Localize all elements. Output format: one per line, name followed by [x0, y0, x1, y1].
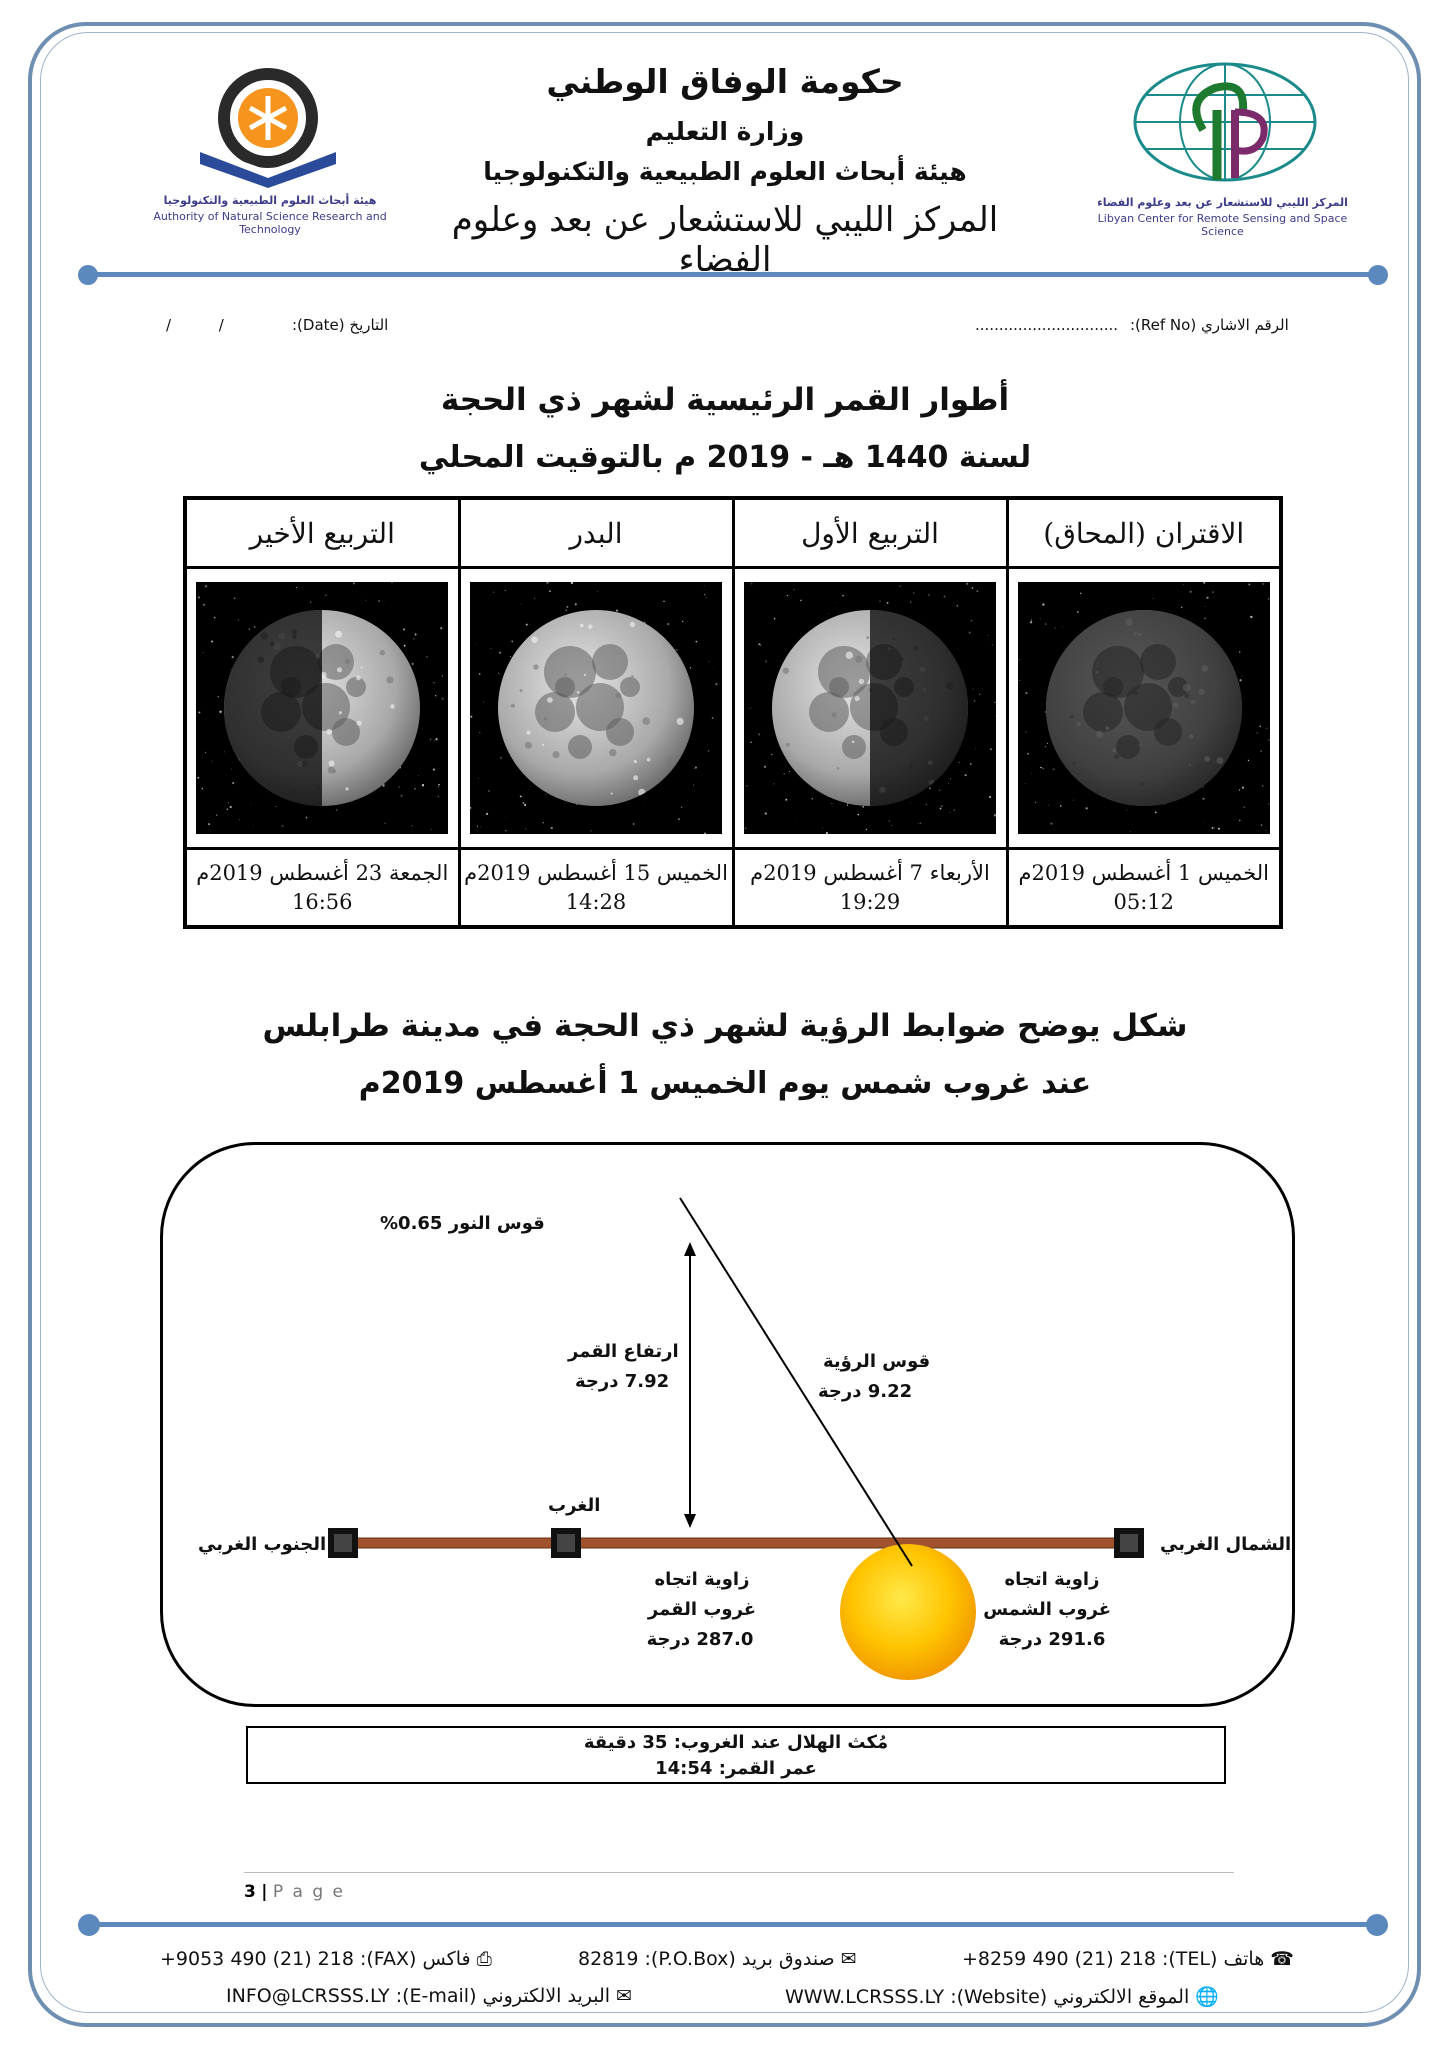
phase-time-first: 19:29	[839, 889, 901, 914]
ministry-title: وزارة التعليم	[645, 117, 805, 146]
phase-name-full: البدر	[459, 498, 733, 568]
southwest-label: الجنوب الغربي	[198, 1534, 327, 1555]
phone-icon: ☎	[1270, 1948, 1294, 1970]
phases-subtitle: لسنة 1440 هـ - 2019 م بالتوقيت المحلي	[418, 440, 1032, 475]
footer-phone	[962, 1948, 1294, 1970]
northwest-label: الشمال الغربي	[1160, 1534, 1292, 1555]
moon-azimuth-label-2: غروب القمر	[647, 1599, 757, 1620]
center-logo-caption-en: Libyan Center for Remote Sensing and Space Science	[1097, 212, 1348, 238]
phase-date-full: الخميس 15 أغسطس 2019م	[464, 860, 728, 885]
footer-dot-right	[1366, 1914, 1388, 1936]
footer-website	[785, 1985, 1219, 2008]
footer-pobox-text: صندوق بريد (P.O.Box): 82819	[578, 1948, 835, 1970]
authority-title: هيئة أبحاث العلوم الطبيعية والتكنولوجيا	[483, 157, 967, 186]
moonset-lag-text: مُكث الهلال عند الغروب: 35 دقيقة	[583, 1732, 889, 1753]
gov-title: حكومة الوفاق الوطني	[546, 62, 904, 101]
moon-azimuth-label-1: زاوية اتجاه	[654, 1569, 750, 1590]
phases-title: أطوار القمر الرئيسية لشهر ذي الحجة	[440, 382, 1010, 418]
phase-name-last: التربيع الأخير	[185, 498, 459, 568]
divider-dot-right	[1368, 265, 1388, 285]
footer-phone-text: هاتف (TEL): 8259 490 (21) 218+	[962, 1948, 1265, 1970]
sun-azimuth-label-1: زاوية اتجاه	[1004, 1569, 1100, 1590]
phase-date-first: الأربعاء 7 أغسطس 2019م	[750, 860, 990, 885]
phase-name-first: التربيع الأول	[733, 498, 1007, 568]
footer-website-text[interactable]: الموقع الالكتروني (Website): WWW.LCRSSS.LY	[785, 1986, 1190, 2008]
sun-azimuth-label-2: غروب الشمس	[983, 1599, 1111, 1620]
marker-southwest	[328, 1528, 358, 1558]
fax-icon: ⎙	[476, 1948, 492, 1970]
arrow-up-icon	[684, 1242, 696, 1256]
phase-time-full: 14:28	[565, 889, 627, 914]
page-footer-rule	[244, 1872, 1234, 1873]
page-number: 3 | P a g e	[244, 1882, 346, 1902]
moon-altitude-value: 7.92 درجة	[575, 1371, 670, 1392]
moon-info-box	[246, 1726, 1226, 1784]
center-logo	[1085, 60, 1360, 238]
phase-time-last: 16:56	[291, 889, 353, 914]
center-logo-caption-ar: المركز الليبي للاستشعار عن بعد وعلوم الفضاء	[1097, 196, 1348, 209]
authority-logo	[140, 60, 400, 236]
moon-image-last	[196, 582, 448, 834]
marker-northwest	[1114, 1528, 1144, 1558]
arrow-down-icon	[684, 1514, 696, 1528]
horizon-line	[342, 1538, 1130, 1548]
moon-azimuth-value: 287.0 درجة	[646, 1629, 754, 1650]
moon-age-text: عمر القمر: 14:54	[655, 1758, 817, 1779]
footer-divider	[88, 1922, 1378, 1927]
globe-logo-icon	[1085, 60, 1360, 190]
vision-arc-value: 9.22 درجة	[818, 1381, 913, 1402]
marker-west	[551, 1528, 581, 1558]
west-label: الغرب	[548, 1495, 601, 1516]
phase-date-new: الخميس 1 أغسطس 2019م	[1018, 860, 1269, 885]
globe-icon: 🌐	[1195, 1986, 1219, 2008]
illumination-label: قوس النور 0.65%	[380, 1213, 545, 1234]
moon-phases-table	[183, 496, 1283, 929]
authority-logo-icon	[140, 60, 400, 190]
sun-azimuth-value: 291.6 درجة	[998, 1629, 1106, 1650]
ref-label: الرقم الاشاري (Ref No):	[1130, 316, 1289, 334]
moon-image-full	[470, 582, 722, 834]
moon-altitude-label: ارتفاع القمر	[568, 1341, 679, 1362]
footer-fax	[160, 1948, 492, 1970]
moon-image-first	[744, 582, 996, 834]
email-icon: ✉	[616, 1985, 633, 2007]
moon-image-new	[1018, 582, 1270, 834]
center-title: المركز الليبي للاستشعار عن بعد وعلوم الفضاء	[451, 200, 999, 280]
vision-arc-label: قوس الرؤية	[823, 1351, 931, 1372]
footer-fax-text: فاكس (FAX): 9053 490 (21) 218+	[160, 1948, 471, 1970]
diagram-canvas	[160, 1142, 1295, 1707]
visibility-diagram	[160, 1142, 1295, 1707]
date-label: التاريخ (Date):	[292, 316, 389, 334]
date-slashes: / /	[166, 316, 224, 334]
footer-email-text[interactable]: البريد الالكتروني (E-mail): INFO@LCRSSS.LY	[226, 1985, 611, 2007]
phase-name-new: الاقتران (المحاق)	[1007, 498, 1281, 568]
authority-logo-caption-en: Authority of Natural Science Research and Technology	[153, 210, 387, 236]
authority-logo-caption-ar: هيئة أبحاث العلوم الطبيعية والتكنولوجيا	[163, 194, 377, 207]
mailbox-icon: ✉	[840, 1948, 857, 1970]
visibility-title: شكل يوضح ضوابط الرؤية لشهر ذي الحجة في مدينة طرابلس	[262, 1008, 1188, 1044]
footer-pobox	[578, 1948, 857, 1970]
visibility-subtitle: عند غروب شمس يوم الخميس 1 أغسطس 2019م	[358, 1066, 1092, 1101]
ref-dots: ..............................	[975, 316, 1119, 334]
phase-time-new: 05:12	[1113, 889, 1175, 914]
sun-icon	[840, 1544, 976, 1680]
phase-date-last: الجمعة 23 أغسطس 2019م	[196, 860, 449, 885]
footer-email	[226, 1985, 632, 2007]
